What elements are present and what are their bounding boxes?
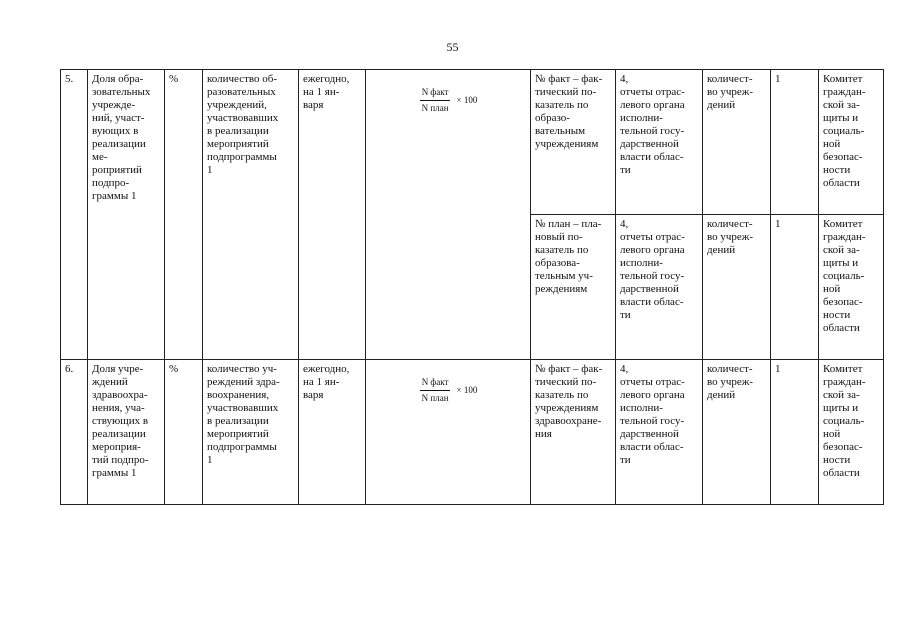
formula-multiplier: × 100 [456,95,478,105]
indicator-unit: % [165,360,203,505]
table-row [61,360,884,505]
base-indicator-name: № факт – фак- тический по- казатель по учреждениям здравоохране- ния [531,360,616,505]
calculation-formula [366,360,531,505]
base-indicator-unit: количест- во учреж- дений [703,360,771,505]
row-number: 5. [61,70,88,360]
data-source: 4, отчеты отрас- левого органа исполни- тельной госу- дарственной власти облас- ти [616,215,703,360]
indicator-period: ежегодно, на 1 ян- варя [299,360,366,505]
indicator-name: Доля обра- зовательных учрежде- ний, участ- вующих в реализации ме- роприятий подпро- граммы 1 [88,70,165,360]
calculation-formula [366,70,531,360]
responsible-body: Комитет граждан- ской за- щиты и социаль- ной безопас- ности области [819,360,884,505]
base-indicator-name: № факт – фак- тический по- казатель по образо- вательным учреждениям [531,70,616,215]
data-source: 4, отчеты отрас- левого органа исполни- тельной госу- дарственной власти облас- ти [616,360,703,505]
formula-denominator: N план [421,103,449,113]
data-source: 4, отчеты отрас- левого органа исполни- тельной госу- дарственной власти облас- ти [616,70,703,215]
formula-fraction [420,86,451,115]
formula-multiplier: × 100 [456,385,478,395]
table-row [61,70,884,215]
row-number: 6. [61,360,88,505]
collection-method: 1 [771,70,819,215]
page-number: 55 [446,40,459,54]
indicators-table [60,69,884,505]
collection-method: 1 [771,215,819,360]
indicator-unit: % [165,70,203,360]
indicator-period: ежегодно, на 1 ян- варя [299,70,366,360]
formula-numerator: N факт [420,86,451,101]
responsible-body: Комитет граждан- ской за- щиты и социаль- ной безопас- ности области [819,70,884,215]
formula-denominator: N план [421,393,449,403]
indicator-definition: количество об- разовательных учреждений, участвовавших в реализации мероприятий подпрограммы 1 [203,70,299,360]
formula-fraction [420,376,451,405]
indicator-definition: количество уч- реждений здра- воохранения, участвовавших в реализации мероприятий подпрограммы 1 [203,360,299,505]
collection-method: 1 [771,360,819,505]
formula-numerator: N факт [420,376,451,391]
responsible-body: Комитет граждан- ской за- щиты и социаль- ной безопас- ности области [819,215,884,360]
base-indicator-unit: количест- во учреж- дений [703,215,771,360]
base-indicator-name: № план – пла- новый по- казатель по образова- тельным уч- реждениям [531,215,616,360]
indicator-name: Доля учре- ждений здравоохра- нения, уча- ствующих в реализации мероприя- тий подпро- граммы 1 [88,360,165,505]
base-indicator-unit: количест- во учреж- дений [703,70,771,215]
